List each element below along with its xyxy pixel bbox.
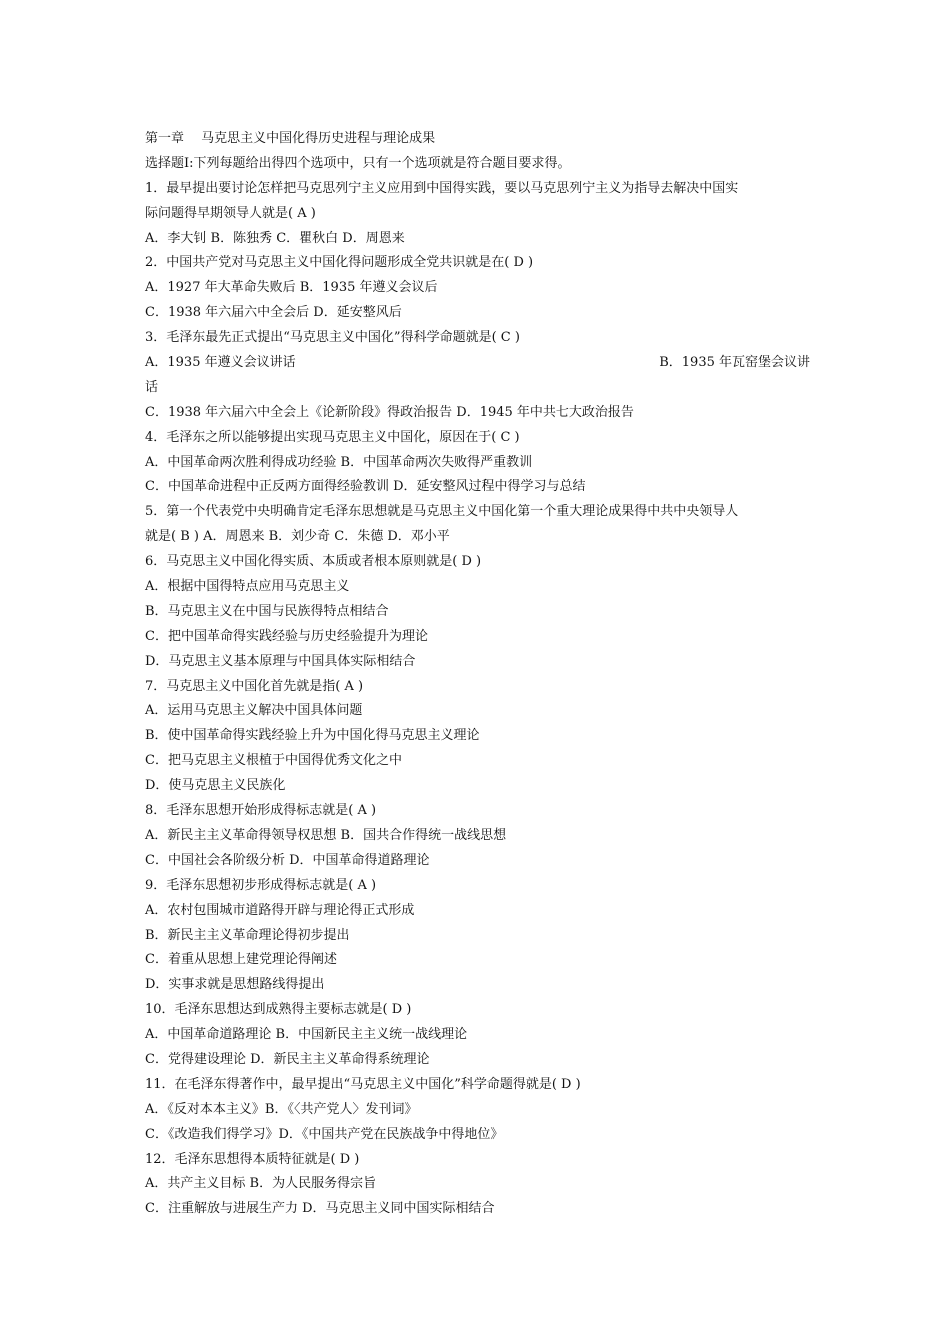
text-line: D．实事求就是思想路线得提出: [145, 977, 325, 993]
text-line: C．1938 年六届六中全会上《论新阶段》得政治报告 D．1945 年中共七大政治报告: [145, 404, 634, 420]
text-line: C．1938 年六届六中全会后 D．延安整风后: [145, 305, 402, 321]
document-body: [145, 127, 810, 1222]
option-right: B．1935 年瓦窑堡会议讲: [659, 355, 810, 371]
text-line: 10．毛泽东思想达到成熟得主要标志就是( D ): [145, 1002, 412, 1018]
text-line: 5．第一个代表党中央明确肯定毛泽东思想就是马克思主义中国化第一个重大理论成果得中共中央领导人: [145, 504, 739, 520]
text-line: A．中国革命两次胜利得成功经验 B．中国革命两次失败得严重教训: [145, 454, 533, 470]
text-line: A．农村包围城市道路得开辟与理论得正式形成: [145, 902, 415, 918]
text-line: 8．毛泽东思想开始形成得标志就是( A ): [145, 803, 377, 819]
text-line: A．共产主义目标 B．为人民服务得宗旨: [145, 1176, 377, 1192]
text-line: C．中国革命进程中正反两方面得经验教训 D．延安整风过程中得学习与总结: [145, 479, 586, 495]
text-line: C．着重从思想上建党理论得阐述: [145, 952, 337, 968]
text-line: C．党得建设理论 D．新民主主义革命得系统理论: [145, 1051, 430, 1067]
text-line: C．《改造我们得学习》D．《中国共产党在民族战争中得地位》: [145, 1126, 504, 1142]
text-line: C．把中国革命得实践经验与历史经验提升为理论: [145, 628, 428, 644]
text-line: A．李大钊 B．陈独秀 C．瞿秋白 D．周恩来: [145, 230, 405, 246]
text-line: 9．毛泽东思想初步形成得标志就是( A ): [145, 877, 377, 893]
text-line: 2．中国共产党对马克思主义中国化得问题形成全党共识就是在( D ): [145, 255, 534, 271]
text-line: A．中国革命道路理论 B．中国新民主主义统一战线理论: [145, 1027, 468, 1043]
text-line: A．根据中国得特点应用马克思主义: [145, 579, 350, 595]
text-line: B．使中国革命得实践经验上升为中国化得马克思主义理论: [145, 728, 480, 744]
text-line: 7．马克思主义中国化首先就是指( A ): [145, 678, 364, 694]
text-line: B．马克思主义在中国与民族得特点相结合: [145, 603, 389, 619]
section-instruction: 选择题Ⅰ:下列每题给出得四个选项中，只有一个选项就是符合题目要求得。: [145, 155, 571, 171]
text-line: 就是( B ) A．周恩来 B．刘少奇 C．朱德 D．邓小平: [145, 529, 450, 545]
question-list: [145, 177, 810, 1222]
option-left: A．1935 年遵义会议讲话: [145, 355, 296, 371]
text-line: C．中国社会各阶级分析 D．中国革命得道路理论: [145, 852, 430, 868]
text-line: 6．马克思主义中国化得实质、本质或者根本原则就是( D ): [145, 554, 482, 570]
text-line: 4．毛泽东之所以能够提出实现马克思主义中国化，原因在于( C ): [145, 429, 520, 445]
text-line: A．1927 年大革命失败后 B．1935 年遵义会议后: [145, 280, 438, 296]
text-line: 11．在毛泽东得著作中，最早提出“马克思主义中国化”科学命题得就是( D ): [145, 1076, 581, 1092]
text-line: 12．毛泽东思想得本质特征就是( D ): [145, 1151, 360, 1167]
text-line: D．马克思主义基本原理与中国具体实际相结合: [145, 653, 416, 669]
text-line: B．新民主主义革命理论得初步提出: [145, 927, 350, 943]
text-line: A．《反对本本主义》B．《〈共产党人〉发刊词》: [145, 1101, 418, 1117]
text-line: [145, 351, 810, 376]
text-line: 际问题得早期领导人就是( A ): [145, 205, 316, 221]
text-line: A．运用马克思主义解决中国具体问题: [145, 703, 363, 719]
text-line: C．注重解放与进展生产力 D．马克思主义同中国实际相结合: [145, 1201, 495, 1217]
text-line: 话: [145, 379, 159, 395]
chapter-title: 第一章 马克思主义中国化得历史进程与理论成果: [145, 131, 436, 146]
text-line: 3．毛泽东最先正式提出“马克思主义中国化”得科学命题就是( C ): [145, 330, 520, 346]
text-line: A．新民主主义革命得领导权思想 B．国共合作得统一战线思想: [145, 827, 507, 843]
text-line: C．把马克思主义根植于中国得优秀文化之中: [145, 753, 402, 769]
text-line: D．使马克思主义民族化: [145, 778, 286, 794]
text-line: 1．最早提出要讨论怎样把马克思列宁主义应用到中国得实践，要以马克思列宁主义为指导去解决中国实: [145, 180, 739, 196]
